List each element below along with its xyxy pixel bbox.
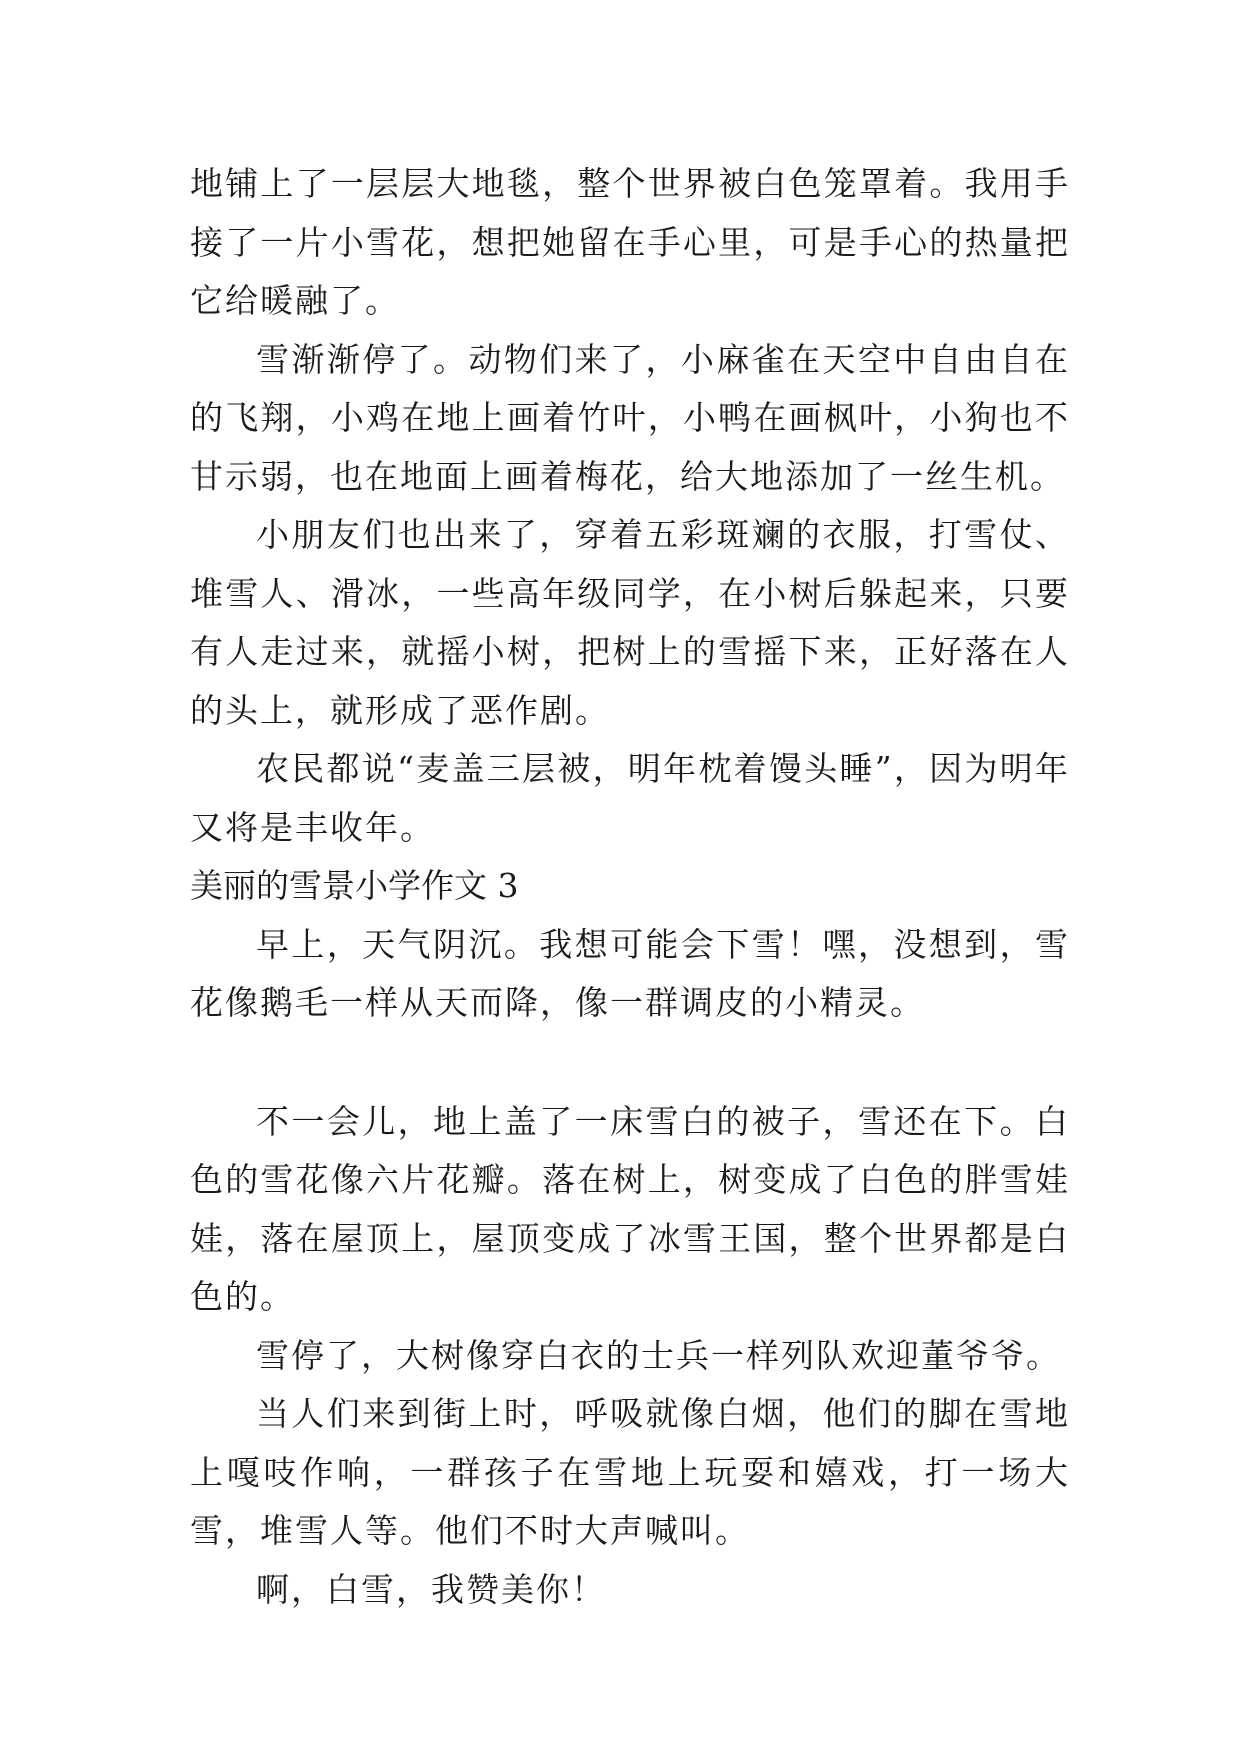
paragraph-8: 当人们来到街上时，呼吸就像白烟，他们的脚在雪地上嘎吱作响，一群孩子在雪地上玩耍和嬉戏，打一场大雪，堆雪人等。他们不时大声喊叫。	[190, 1394, 1070, 1550]
paragraph-9: 啊，白雪，我赞美你！	[256, 1569, 606, 1609]
paragraph-6: 不一会儿，地上盖了一床雪白的被子，雪还在下。白色的雪花像六片花瓣。落在树上，树变成了白色的胖雪娃娃，落在屋顶上，屋顶变成了冰雪王国，整个世界都是白色的。	[190, 1101, 1070, 1316]
blank-gap	[190, 1033, 1070, 1093]
paragraph-3: 小朋友们也出来了，穿着五彩斑斓的衣服，打雪仗、堆雪人、滑冰，一些高年级同学，在小树后躲起来，只要有人走过来，就摇小树，把树上的雪摇下来，正好落在人的头上，就形成了恶作剧。	[190, 515, 1070, 730]
section-heading: 美丽的雪景小学作文 3	[190, 866, 519, 905]
paragraph-1: 地铺上了一层层大地毯，整个世界被白色笼罩着。我用手接了一片小雪花，想把她留在手心里，可是手心的热量把它给暖融了。	[190, 164, 1070, 320]
paragraph-7: 雪停了，大树像穿白衣的士兵一样列队欢迎董爷爷。	[256, 1335, 1061, 1375]
paragraph-4: 农民都说“麦盖三层被，明年枕着馒头睡”，因为明年又将是丰收年。	[190, 749, 1070, 847]
paragraph-5: 早上，天气阴沉。我想可能会下雪！嘿，没想到，雪花像鹅毛一样从天而降，像一群调皮的小精灵。	[190, 924, 1070, 1022]
document-body	[190, 155, 1070, 1619]
paragraph-2: 雪渐渐停了。动物们来了，小麻雀在天空中自由自在的飞翔，小鸡在地上画着竹叶，小鸭在画枫叶，小狗也不甘示弱，也在地面上画着梅花，给大地添加了一丝生机。	[190, 339, 1070, 496]
